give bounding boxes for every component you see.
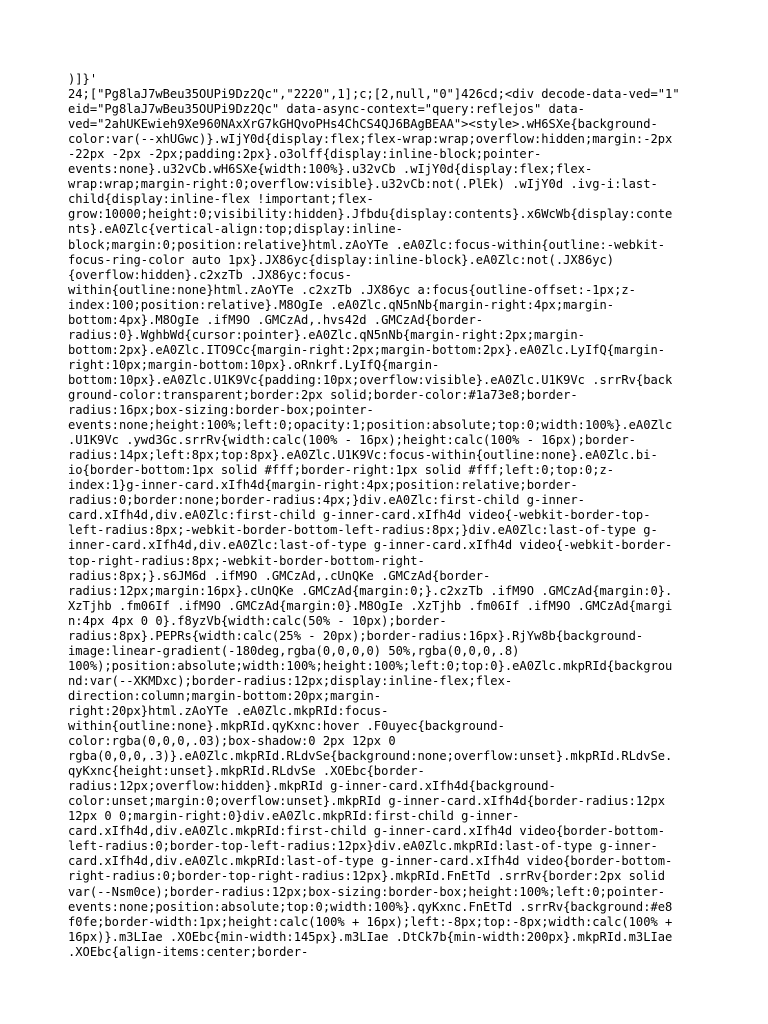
text-line: 24;["Pg8laJ7wBeu35OUPi9Dz2Qc","2220",1];c;[2,null,"0"]426cd;<div decode-data-ved="1" — [68, 87, 680, 102]
text-line: -22px -2px -2px;padding:2px}.o3olff{display:inline-block;pointer- — [68, 147, 542, 162]
text-line: grow:10000;height:0;visibility:hidden}.Jfbdu{display:contents}.x6WcWb{display:conte — [68, 207, 673, 222]
text-line: left-radius:0;border-top-left-radius:12px}div.eA0Zlc.mkpRId:last-of-type g-inner- — [68, 839, 658, 854]
text-line: color:var(--xhUGwc)}.wIjY0d{display:flex;flex-wrap:wrap;overflow:hidden;margin:-2px — [68, 132, 673, 147]
text-line: index:1}g-inner-card.xIfh4d{margin-right:4px;position:relative;border- — [68, 478, 578, 493]
text-line: var(--Nsm0ce);border-radius:12px;box-sizing:border-box;height:100%;left:0;pointer- — [68, 884, 666, 899]
text-line: card.xIfh4d,div.eA0Zlc.mkpRId:last-of-type g-inner-card.xIfh4d video{border-bottom- — [68, 854, 673, 869]
text-line: direction:column;margin-bottom:20px;margin- — [68, 688, 382, 703]
text-line: focus-ring-color auto 1px}.JX86yc{display:inline-block}.eA0Zlc:not(.JX86yc) — [68, 252, 615, 267]
text-line: bottom:2px}.eA0Zlc.ITO9Cc{margin-right:2px;margin-bottom:2px}.eA0Zlc.LyIfQ{margin- — [68, 342, 666, 357]
text-line: 100%);position:absolute;width:100%;height:100%;left:0;top:0}.eA0Zlc.mkpRId{backgrou — [68, 658, 673, 673]
text-line: inner-card.xIfh4d,div.eA0Zlc:last-of-type g-inner-card.xIfh4d video{-webkit-border- — [68, 538, 673, 553]
text-line: radius:12px;margin:16px}.cUnQKe .GMCzAd{margin:0;}.c2xzTb .ifM9O .GMCzAd{margin:0}. — [68, 583, 673, 598]
text-line: radius:16px;box-sizing:border-box;pointer- — [68, 403, 374, 418]
text-line: bottom:4px}.M8OgIe .ifM9O .GMCzAd,.hvs42d .GMCzAd{border- — [68, 312, 484, 327]
text-line: qyKxnc{height:unset}.mkpRId.RLdvSe .XOEbc{border- — [68, 764, 425, 779]
text-line: eid="Pg8laJ7wBeu35OUPi9Dz2Qc" data-async-context="query:reflejos" data- — [68, 102, 585, 117]
text-line: block;margin:0;position:relative}html.zAoYTe .eA0Zlc:focus-within{outline:-webkit- — [68, 237, 666, 252]
text-line: bottom:10px}.eA0Zlc.U1K9Vc{padding:10px;overflow:visible}.eA0Zlc.U1K9Vc .srrRv{back — [68, 372, 673, 387]
text-line: io{border-bottom:1px solid #fff;border-right:1px solid #fff;left:0;top:0;z- — [68, 463, 615, 478]
text-line: n:4px 4px 0 0}.f8yzVb{width:calc(50% - 10px);border- — [68, 613, 447, 628]
text-line: ved="2ahUKEwieh9Xe960NAxXrG7kGHQvoPHs4ChCS4QJ6BAgBEAA"><style>.wH6SXe{background- — [68, 117, 658, 132]
text-line: events:none;height:100%;left:0;opacity:1;position:absolute;top:0;width:100%}.eA0Zlc — [68, 418, 673, 433]
text-line: radius:8px}.PEPRs{width:calc(25% - 20px);border-radius:16px}.RjYw8b{background- — [68, 628, 644, 643]
text-line: )]}' — [68, 72, 98, 86]
raw-response-text — [68, 72, 708, 960]
text-line: 12px 0 0;margin-right:0}div.eA0Zlc.mkpRId:first-child g-inner- — [68, 809, 520, 824]
text-line: left-radius:8px;-webkit-border-bottom-left-radius:8px;}div.eA0Zlc:last-of-type g- — [68, 523, 658, 538]
text-line: events:none;position:absolute;top:0;width:100%}.qyKxnc.FnEtTd .srrRv{background:#e8 — [68, 899, 673, 914]
text-line: radius:12px;overflow:hidden}.mkpRId g-inner-card.xIfh4d{background- — [68, 779, 556, 794]
text-line: nts}.eA0Zlc{vertical-align:top;display:inline- — [68, 222, 403, 237]
text-line: index:100;position:relative}.M8OgIe .eA0Zlc.qN5nNb{margin-right:4px;margin- — [68, 297, 615, 312]
text-line: radius:0;border:none;border-radius:4px;}div.eA0Zlc:first-child g-inner- — [68, 493, 585, 508]
text-line: XzTjhb .fm06If .ifM9O .GMCzAd{margin:0}.M8OgIe .XzTjhb .fm06If .ifM9O .GMCzAd{margi — [68, 598, 673, 613]
text-line: rgba(0,0,0,.3)}.eA0Zlc.mkpRId.RLdvSe{background:none;overflow:unset}.mkpRId.RLdvSe. — [68, 749, 673, 764]
text-line: 16px)}.m3LIae .XOEbc{min-width:145px}.m3LIae .DtCk7b{min-width:200px}.mkpRId.m3LIae — [68, 929, 673, 944]
text-line: wrap:wrap;margin-right:0;overflow:visible}.u32vCb:not(.PlEk) .wIjY0d .ivg-i:last- — [68, 177, 658, 192]
text-line: .U1K9Vc .ywd3Gc.srrRv{width:calc(100% - 16px);height:calc(100% - 16px);border- — [68, 433, 636, 448]
text-line: top-right-radius:8px;-webkit-border-bottom-right- — [68, 553, 425, 568]
text-line: events:none}.u32vCb.wH6SXe{width:100%}.u32vCb .wIjY0d{display:flex;flex- — [68, 162, 593, 177]
text-line: {overflow:hidden}.c2xzTb .JX86yc:focus- — [68, 267, 352, 282]
text-line: radius:0}.WghbWd{cursor:pointer}.eA0Zlc.qN5nNb{margin-right:2px;margin- — [68, 327, 585, 342]
text-line: f0fe;border-width:1px;height:calc(100% + 16px);left:-8px;top:-8px;width:calc(100% + — [68, 914, 673, 929]
text-line: ground-color:transparent;border:2px solid;border-color:#1a73e8;border- — [68, 387, 578, 402]
text-line: radius:14px;left:8px;top:8px}.eA0Zlc.U1K9Vc:focus-within{outline:none}.eA0Zlc.bi- — [68, 448, 658, 463]
text-line: color:rgba(0,0,0,.03);box-shadow:0 2px 12px 0 — [68, 734, 396, 749]
text-line: right:10px;margin-bottom:10px}.oRnkrf.LyIfQ{margin- — [68, 357, 440, 372]
text-line: radius:8px;}.s6JM6d .ifM9O .GMCzAd,.cUnQKe .GMCzAd{border- — [68, 568, 491, 583]
text-line: within{outline:none}.mkpRId.qyKxnc:hover .F0uyec{background- — [68, 719, 505, 734]
text-line: .XOEbc{align-items:center;border- — [68, 944, 309, 959]
text-line: card.xIfh4d,div.eA0Zlc.mkpRId:first-child g-inner-card.xIfh4d video{border-bottom- — [68, 824, 666, 839]
text-line: within{outline:none}html.zAoYTe .c2xzTb .JX86yc a:focus{outline-offset:-1px;z- — [68, 282, 636, 297]
text-line: color:unset;margin:0;overflow:unset}.mkpRId g-inner-card.xIfh4d{border-radius:12px — [68, 794, 666, 809]
text-line: child{display:inline-flex !important;flex- — [68, 192, 374, 207]
text-line: card.xIfh4d,div.eA0Zlc:first-child g-inner-card.xIfh4d video{-webkit-border-top- — [68, 508, 651, 523]
text-line: image:linear-gradient(-180deg,rgba(0,0,0,0) 50%,rgba(0,0,0,.8) — [68, 643, 520, 658]
text-line: right:20px}html.zAoYTe .eA0Zlc.mkpRId:focus- — [68, 703, 389, 718]
text-line: nd:var(--XKMDxc);border-radius:12px;display:inline-flex;flex- — [68, 673, 513, 688]
text-line: right-radius:0;border-top-right-radius:12px}.mkpRId.FnEtTd .srrRv{border:2px solid — [68, 869, 666, 884]
